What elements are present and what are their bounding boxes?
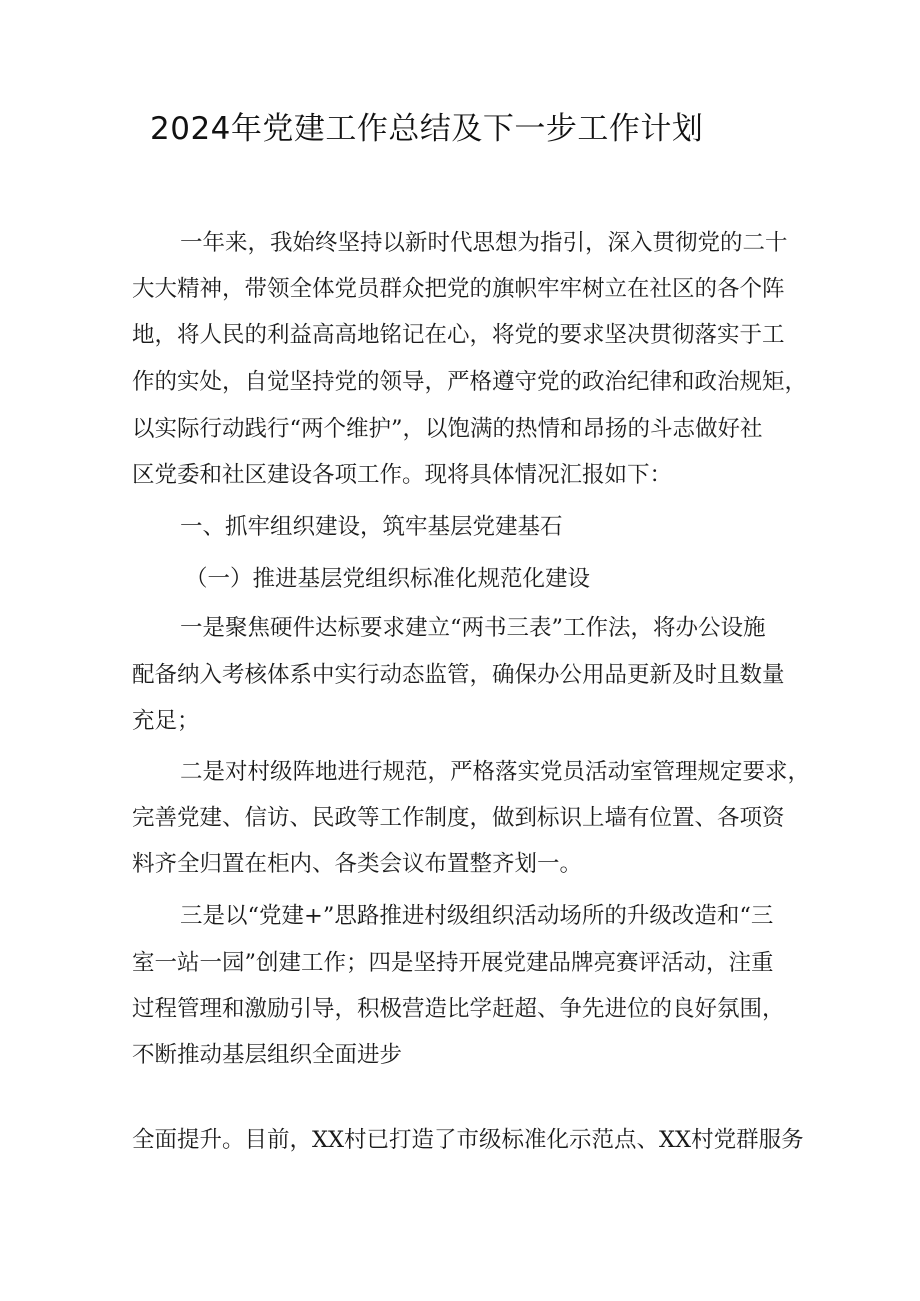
paragraph-line: 以实际行动践行“两个维护”，以饱满的热情和昂扬的斗志做好社 [132,416,763,442]
paragraph-line: 一年来，我始终坚持以新时代思想为指引，深入贯彻党的二十 [180,230,788,256]
subsection-heading: （一）推进基层党组织标准化规范化建设 [185,566,591,592]
document-title: 2024年党建工作总结及下一步工作计划 [150,111,704,147]
paragraph-line: 三是以“党建+”思路推进村级组织活动场所的升级改造和“三 [180,903,774,929]
paragraph-line: 地，将人民的利益高高地铭记在心，将党的要求坚决贯彻落实于工 [132,322,785,348]
paragraph-line: 过程管理和激励引导，积极营造比学赶超、争先进位的良好氛围， [132,996,785,1022]
paragraph-line: 作的实处，自觉坚持党的领导，严格遵守党的政治纪律和政治规矩， [132,369,808,395]
section-heading: 一、抓牢组织建设，筑牢基层党建基石 [180,514,563,540]
paragraph-line: 区党委和社区建设各项工作。现将具体情况汇报如下： [132,462,673,488]
paragraph-line: 不断推动基层组织全面进步 [132,1042,403,1068]
paragraph-line: 料齐全归置在柜内、各类会议布置整齐划一。 [132,851,583,877]
paragraph-line: 大大精神，带领全体党员群众把党的旗帜牢牢树立在社区的各个阵 [132,276,785,302]
paragraph-line: 配备纳入考核体系中实行动态监管，确保办公用品更新及时且数量 [132,662,785,688]
paragraph-line: 全面提升。目前，XX村已打造了市级标准化示范点、XX村党群服务 [132,1127,804,1153]
paragraph-line: 二是对村级阵地进行规范，严格落实党员活动室管理规定要求， [180,759,811,785]
paragraph-line: 一是聚焦硬件达标要求建立“两书三表”工作法，将办公设施 [180,615,766,641]
paragraph-line: 室一站一园”创建工作；四是坚持开展党建品牌亮赛评活动，注重 [132,950,774,976]
paragraph-line: 充足； [132,708,200,734]
paragraph-line: 完善党建、信访、民政等工作制度，做到标识上墙有位置、各项资 [132,805,785,831]
